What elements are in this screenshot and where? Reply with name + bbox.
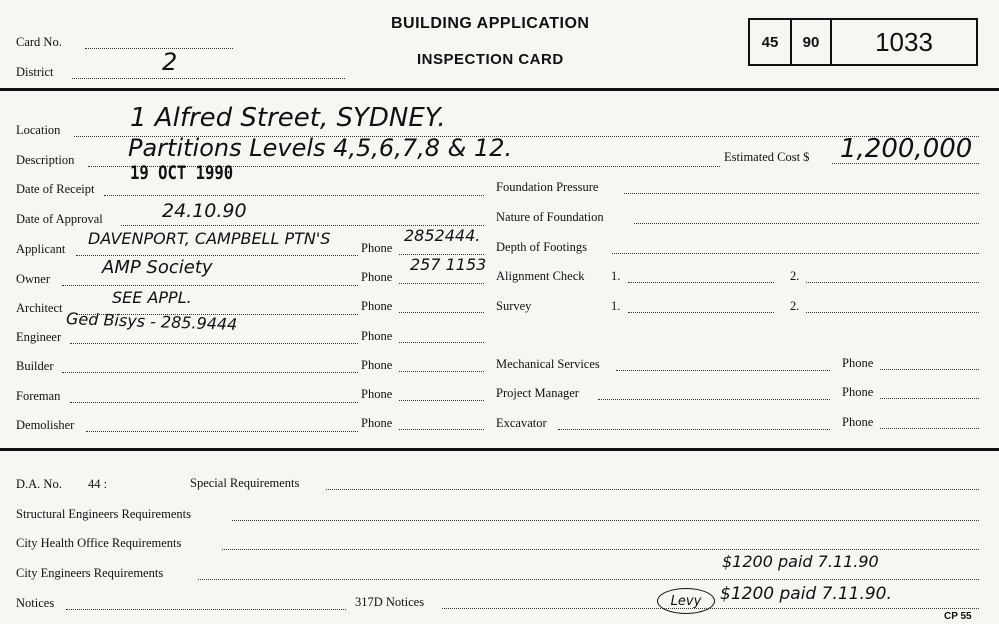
phone-label: Phone <box>842 415 874 429</box>
alignment-check-2-label: 2. <box>790 269 800 283</box>
district-label: District <box>16 65 54 79</box>
project-manager-label: Project Manager <box>496 386 579 400</box>
bottom-divider <box>0 448 999 451</box>
district-value: 2 <box>162 48 178 76</box>
survey-2-label: 2. <box>790 299 800 313</box>
da-no-label: D.A. No. <box>16 477 62 491</box>
phone-field <box>880 398 979 399</box>
form-code: CP 55 <box>944 611 972 622</box>
mechanical-services-label: Mechanical Services <box>496 357 600 371</box>
ref-cell-1: 45 <box>761 33 779 51</box>
phone-field <box>880 369 979 370</box>
notices-field <box>66 609 346 610</box>
foreman-field <box>70 402 358 403</box>
date-of-receipt-field <box>104 195 484 196</box>
survey-label: Survey <box>496 299 532 313</box>
survey-1-label: 1. <box>611 299 621 313</box>
structural-engineers-label: Structural Engineers Requirements <box>16 507 191 521</box>
foundation-pressure-field <box>624 193 979 194</box>
ref-cell-3: 1033 <box>875 26 933 57</box>
engineer-value: Ged Bisys - 285.9444 <box>65 309 238 334</box>
city-engineers-field <box>198 579 979 580</box>
survey-1-field <box>628 312 774 313</box>
alignment-check-label: Alignment Check <box>496 269 585 283</box>
card-title-line2: INSPECTION CARD <box>417 51 564 68</box>
owner-phone-value: 257 1153 <box>410 255 487 274</box>
mechanical-services-field <box>616 370 830 371</box>
phone-label: Phone <box>361 358 393 372</box>
architect-label: Architect <box>16 301 63 315</box>
applicant-label: Applicant <box>16 242 66 256</box>
phone-label: Phone <box>842 356 874 370</box>
demolisher-field <box>86 431 358 432</box>
phone-label: Phone <box>361 387 393 401</box>
date-of-receipt-label: Date of Receipt <box>16 182 95 196</box>
description-value: Partitions Levels 4,5,6,7,8 & 12. <box>128 134 513 162</box>
notices-note: $1200 paid 7.11.90. <box>720 584 892 604</box>
phone-label: Phone <box>361 416 393 430</box>
date-of-approval-label: Date of Approval <box>16 212 103 226</box>
builder-field <box>62 372 358 373</box>
district-field <box>72 78 345 79</box>
ref-cell-2: 90 <box>802 33 820 51</box>
phone-label: Phone <box>361 329 393 343</box>
applicant-value: DAVENPORT, CAMPBELL PTN'S <box>88 229 331 248</box>
date-of-approval-value: 24.10.90 <box>162 200 247 222</box>
city-engineers-label: City Engineers Requirements <box>16 566 164 580</box>
city-engineers-note: $1200 paid 7.11.90 <box>722 552 879 571</box>
depth-of-footings-label: Depth of Footings <box>496 240 587 254</box>
special-requirements-label: Special Requirements <box>190 476 300 490</box>
city-health-label: City Health Office Requirements <box>16 536 182 550</box>
applicant-phone-value: 2852444. <box>404 226 481 245</box>
date-of-receipt-stamp: 19 OCT 1990 <box>130 162 234 184</box>
engineer-label: Engineer <box>16 330 62 344</box>
description-label: Description <box>16 153 75 167</box>
card-title-line1: BUILDING APPLICATION <box>391 15 590 32</box>
owner-value: AMP Society <box>102 257 213 278</box>
phone-field <box>399 342 484 343</box>
da-no-value: 44 : <box>88 477 108 491</box>
phone-field <box>399 400 484 401</box>
depth-of-footings-field <box>612 253 979 254</box>
alignment-check-1-field <box>628 282 774 283</box>
owner-label: Owner <box>16 272 51 286</box>
phone-field <box>399 429 484 430</box>
phone-field <box>880 428 979 429</box>
builder-label: Builder <box>16 359 54 373</box>
project-manager-field <box>598 399 830 400</box>
estimated-cost-label: Estimated Cost $ <box>724 150 810 164</box>
special-requirements-field <box>326 489 979 490</box>
estimated-cost-value: 1,200,000 <box>840 134 973 164</box>
alignment-check-1-label: 1. <box>611 269 621 283</box>
location-value: 1 Alfred Street, SYDNEY. <box>130 103 446 133</box>
owner-field <box>62 285 358 286</box>
notices-label: Notices <box>16 596 55 610</box>
nature-of-foundation-field <box>634 223 979 224</box>
notices-317d-label: 317D Notices <box>355 595 425 609</box>
demolisher-label: Demolisher <box>16 418 75 432</box>
phone-field <box>399 312 484 313</box>
card-no-field <box>85 48 233 49</box>
excavator-field <box>558 429 830 430</box>
phone-label: Phone <box>361 270 393 284</box>
foreman-label: Foreman <box>16 389 61 403</box>
card-no-label: Card No. <box>16 35 62 49</box>
phone-label: Phone <box>842 385 874 399</box>
reference-number-box <box>748 18 978 66</box>
applicant-field <box>76 255 358 256</box>
alignment-check-2-field <box>806 282 979 283</box>
excavator-label: Excavator <box>496 416 547 430</box>
nature-of-foundation-label: Nature of Foundation <box>496 210 604 224</box>
structural-engineers-field <box>232 520 979 521</box>
engineer-field <box>70 343 358 344</box>
top-divider <box>0 88 999 91</box>
phone-label: Phone <box>361 299 393 313</box>
foundation-pressure-label: Foundation Pressure <box>496 180 599 194</box>
phone-label: Phone <box>361 241 393 255</box>
survey-2-field <box>806 312 979 313</box>
phone-field <box>399 283 484 284</box>
levy-circle: Levy <box>657 588 715 614</box>
notices-317d-field <box>442 608 979 609</box>
location-label: Location <box>16 123 61 137</box>
architect-value: SEE APPL. <box>112 288 192 307</box>
phone-field <box>399 371 484 372</box>
city-health-field <box>222 549 979 550</box>
